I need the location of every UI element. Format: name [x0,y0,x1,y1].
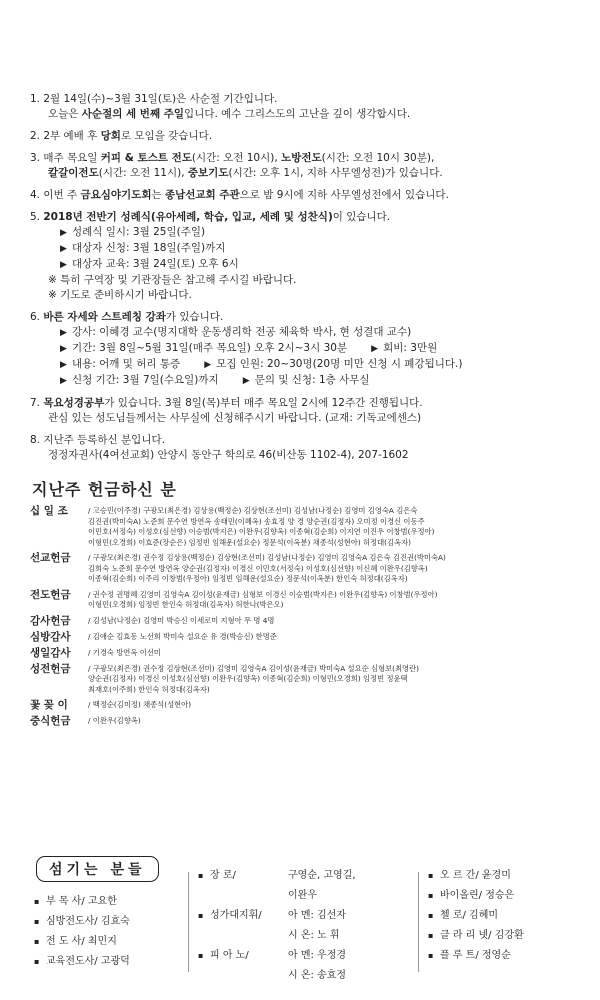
announcements [30,92,575,463]
donation-row [30,553,575,585]
text: ※ 특히 구역장 및 기관장들은 참고해 주시길 바랍니다. [48,274,297,286]
announcement-item [30,433,575,463]
announcement-line [30,433,575,448]
server-role: 장 로/ [210,870,236,881]
donation-category: 심방감사 [30,630,71,643]
item-number: 1. [30,93,44,105]
column-divider [188,872,189,972]
announcement-line [30,273,575,288]
server-entry [198,886,356,906]
donor-line: / 구광모(최은경) 권수정 김상현(조선미) 김영미 김영숙A 김이성(윤재금) 박미숙A 설요순 심형보(최영란) [88,663,419,673]
donation-row [30,716,575,727]
donor-line: 이형민(오경희) 임정빈 한인숙 허정대(김옥자) 허한나(박은오) [88,600,284,609]
emphasis-text: 목요성경공부 [43,397,105,409]
donation-category: 중식헌금 [30,715,71,727]
server-entry [34,892,130,912]
server-name: 시 온: 송효정 [288,970,347,981]
announcement-line [30,373,575,389]
item-number: 4. [30,189,44,201]
donation-row [30,664,575,696]
servers-title: 섬기는 분들 [36,856,159,882]
server-entry [34,912,130,932]
donor-names [88,616,575,627]
announcement-line [30,341,575,357]
text: 모집 인원: 20~30명(20명 미만 신청 시 폐강됩니다.) [216,358,463,370]
server-entry [428,886,524,906]
item-number: 5. [30,211,44,223]
text: 2월 14일(수)~3월 31일(토)은 사순절 기간입니다. [43,93,278,105]
server-entry [428,926,524,946]
announcement-line [30,188,575,203]
triangle-bullet-icon: ▶ [60,360,67,370]
text: 회비: 3만원 [383,342,438,354]
text: 대상자 교육: 3월 24일(토) 오후 6시 [72,258,239,270]
text: 성례식 일시: 3월 25일(주일) [72,226,206,238]
announcement-line [30,92,575,107]
square-bullet-icon: ▪ [34,917,40,926]
announcement-line [30,288,575,303]
donor-line: 김진권(박미숙A) 노준희 문수연 방연옥 송태민(이혜옥) 송효정 양 경 양순권(김정자) 오미정 이경신 이동주 [88,516,425,526]
server-entry [198,906,356,926]
announcement-line [30,325,575,341]
donations-list [30,506,575,727]
donation-category: 십 일 조 [30,505,68,517]
donor-names [88,553,575,585]
emphasis-text: 커피 & 토스트 전도 [100,152,192,164]
text: 는 [151,189,165,201]
server-entry [34,952,130,972]
donation-category: 생일감사 [30,646,71,659]
square-bullet-icon: ▪ [198,951,204,960]
text: (시간: 오전 11시), [98,167,188,179]
server-name: 구영순, 고영길, [288,870,356,881]
square-bullet-icon: ▪ [428,951,434,960]
donor-line: 이형민(오경희) 이효준(장순은) 임정빈 임해운(설요순) 정문석(이옥분) 채종석(성현아) 허정대(김옥자) [88,537,411,547]
announcement-item [30,151,575,181]
emphasis-text: 칼갈이전도 [48,167,99,179]
donor-line: 김희숙 노준희 문수연 방연옥 양순권(김정자) 이경신 이민호(서정숙) 이성호(심선향) 이신혜 이완우(김향옥) [88,563,428,573]
announcement-line [30,241,575,257]
server-entry [198,926,356,946]
square-bullet-icon: ▪ [428,931,434,940]
announcement-line [30,166,575,181]
square-bullet-icon: ▪ [428,891,434,900]
server-text: 바이올린/ 정승은 [440,890,515,901]
donation-row [30,590,575,611]
server-text: 전 도 사/ 최민지 [46,936,117,947]
donor-names [88,716,575,727]
column-divider [418,872,419,972]
server-text: 부 목 사/ 고요한 [46,896,117,907]
announcement-item [30,188,575,203]
text: 대상자 신청: 3월 18일(주일)까지 [72,242,226,254]
servers-column-3 [428,866,524,966]
text: 가 있습니다. [165,311,224,323]
server-name: 아 멘: 김선자 [288,910,347,921]
donor-names [88,700,575,711]
text: 오늘은 [48,108,82,120]
announcement-line [30,396,575,411]
emphasis-text: 노방전도 [281,152,322,164]
donations-title: 지난주 헌금하신 분 [32,480,177,499]
text: 강사: 이혜경 교수(명지대학 운동생리학 전공 체육학 박사, 현 성결대 교수) [72,326,412,338]
bulletin-page [30,92,575,732]
donor-line: / 권수정 권명혜 김영미 김영숙A 김이성(윤재금) 심형보 이경신 이승범(박지은) 이완우(김향옥) 이창범(우정아) [88,589,438,599]
donor-line: / 김애순 김효동 노선희 박미숙 설요순 유 경(박승신) 한명준 [88,631,277,641]
donation-category: 꽃 꽂 이 [30,699,68,711]
donor-line: / 백정순(김미정) 채종석(성현아) [88,700,192,709]
triangle-bullet-icon: ▶ [60,376,67,386]
announcement-item [30,396,575,426]
server-text: 심방전도사/ 김효숙 [46,916,130,927]
square-bullet-icon: ▪ [428,871,434,880]
text: 으로 밤 9시에 지하 사무엘성전에서 있습니다. [239,189,449,201]
server-entry [428,906,524,926]
donor-line: 양순권(김정자) 이경신 이성호(심선향) 이완우(김향옥) 이종혁(김순희) 이형민(오경희) 임정빈 정윤택 [88,674,408,683]
donation-row [30,648,575,659]
item-number: 7. [30,397,44,409]
item-number: 6. [30,311,44,323]
donation-row [30,632,575,643]
text: 정정자권사(4여선교회) 안양시 동안구 학의로 46(비산동 1102-4), 207-1602 [48,449,409,461]
donor-line: 이민호(서정숙) 이성호(심선향) 이승범(박지은) 이완우(김향옥) 이종혁(김순희) 이지연 이진우 이창범(우정아) [88,527,435,536]
server-role: 성가대지휘/ [210,910,262,921]
server-name: 시 온: 노 휘 [288,930,340,941]
donor-names [88,506,575,548]
server-entry [428,866,524,886]
text: 관심 있는 성도님들께서는 사무실에 신청해주시기 바랍니다. (교재: 기독교에센스) [48,412,422,424]
text: 가 있습니다. 3월 8일(목)부터 매주 목요일 2시에 12주간 진행됩니다. [104,397,423,409]
announcement-line [30,357,575,373]
donation-category: 감사헌금 [30,614,71,627]
donor-names [88,590,575,611]
text: 이번 주 [43,189,81,201]
text: 2부 예배 후 [43,130,101,142]
server-entry [198,966,356,986]
text: 내용: 어깨 및 허리 통증 [72,358,181,370]
text: 문의 및 신청: 1층 사무실 [254,374,370,386]
donation-row [30,506,575,548]
server-entry [34,932,130,952]
donor-line: / 김성남(나정순) 김영미 박승신 이세로미 지형아 무 명 4명 [88,615,275,625]
server-text: 오 르 간/ 윤경미 [440,870,511,881]
donation-row [30,700,575,711]
triangle-bullet-icon: ▶ [60,344,67,354]
text: ※ 기도로 준비하시기 바랍니다. [48,289,192,301]
server-role: 피 아 노/ [210,950,249,961]
square-bullet-icon: ▪ [198,911,204,920]
square-bullet-icon: ▪ [34,897,40,906]
announcement-line [30,151,575,166]
triangle-bullet-icon: ▶ [60,328,67,338]
donor-line: / 구광모(최은경) 권수정 김상용(백정순) 김상현(조선미) 김성남(나정순) 김영미 김영숙A 김은숙 김진권(박미숙A) [88,553,446,562]
donor-line: / 이완우(김향옥) [88,716,141,725]
donor-line: 이종혁(김순희) 이주리 이창범(우정아) 임정빈 임해운(설요순) 정문석(이옥분) 한인숙 허정대(김옥자) [88,574,408,583]
emphasis-text: 금요심야기도회 [80,189,152,201]
donation-category: 선교헌금 [30,552,71,564]
servers-column-1 [34,892,130,972]
emphasis-text: 사순절의 세 번째 주일 [81,108,185,120]
item-number: 2. [30,130,44,142]
text: (시간: 오전 10시 30분), [321,152,435,164]
server-text: 교육전도사/ 고광덕 [46,956,130,967]
item-number: 3. [30,152,44,164]
servers-column-2 [198,866,356,986]
text: 입니다. 예수 그리스도의 고난을 깊이 생각합시다. [184,108,411,120]
server-text: 클 라 리 넷/ 김강환 [440,930,524,941]
server-text: 플 루 트/ 정영순 [440,950,511,961]
emphasis-text: 종남선교회 주관 [164,189,240,201]
triangle-bullet-icon: ▶ [204,360,212,370]
donation-category: 전도헌금 [30,588,71,601]
server-text: 첼 로/ 김혜미 [440,910,499,921]
announcement-item [30,129,575,144]
donor-names [88,648,575,659]
announcement-line [30,225,575,241]
donor-line: 최재호(이주희) 한인숙 허정대(김옥자) [88,684,210,694]
triangle-bullet-icon: ▶ [242,376,250,386]
announcement-line [30,129,575,144]
announcement-line [30,310,575,325]
emphasis-text: 중보기도 [187,167,229,179]
announcement-line [30,448,575,463]
announcement-line [30,257,575,273]
item-number: 8. [30,434,44,446]
text: 매주 목요일 [43,152,101,164]
donation-category: 성전헌금 [30,662,71,675]
announcement-item [30,310,575,389]
text: (시간: 오전 10시), [191,152,282,164]
text: 신청 기간: 3월 7일(수요일)까지 [72,374,219,386]
server-entry [198,866,356,886]
servers-section [30,852,575,981]
server-name: 아 멘: 우정경 [288,950,347,961]
emphasis-text: 2018년 전반기 성례식(유아세례, 학습, 입교, 세례 및 성찬식) [43,211,333,223]
announcement-line [30,210,575,225]
text: 로 모임을 갖습니다. [120,130,213,142]
square-bullet-icon: ▪ [34,937,40,946]
donation-row [30,616,575,627]
server-entry [428,946,524,966]
server-name: 이완우 [288,890,317,901]
announcement-line [30,411,575,426]
text: 기간: 3월 8일~5월 31일(매주 목요일) 오후 2시~3시 30분 [72,342,348,354]
donor-line: / 고승민(이주경) 구광모(최은경) 김상용(백정순) 김상현(조선미) 김성남(나정순) 김영미 김영숙A 김은숙 [88,506,418,515]
triangle-bullet-icon: ▶ [60,244,67,254]
announcement-item [30,92,575,122]
square-bullet-icon: ▪ [34,957,40,966]
emphasis-text: 당회 [100,130,121,142]
emphasis-text: 바른 자세와 스트레칭 강좌 [43,311,166,323]
square-bullet-icon: ▪ [428,911,434,920]
announcement-item [30,210,575,303]
donor-line: / 기경숙 방연옥 이선미 [88,647,161,657]
announcement-line [30,107,575,122]
triangle-bullet-icon: ▶ [371,344,379,354]
square-bullet-icon: ▪ [198,871,204,880]
triangle-bullet-icon: ▶ [60,228,67,238]
text: 지난주 등록하신 분입니다. [43,434,165,446]
triangle-bullet-icon: ▶ [60,260,67,270]
donor-names [88,632,575,643]
text: (시간: 오후 1시, 지하 사무엘성전)가 있습니다. [228,167,443,179]
text: 이 있습니다. [332,211,391,223]
server-entry [198,946,356,966]
donor-names [88,664,575,696]
